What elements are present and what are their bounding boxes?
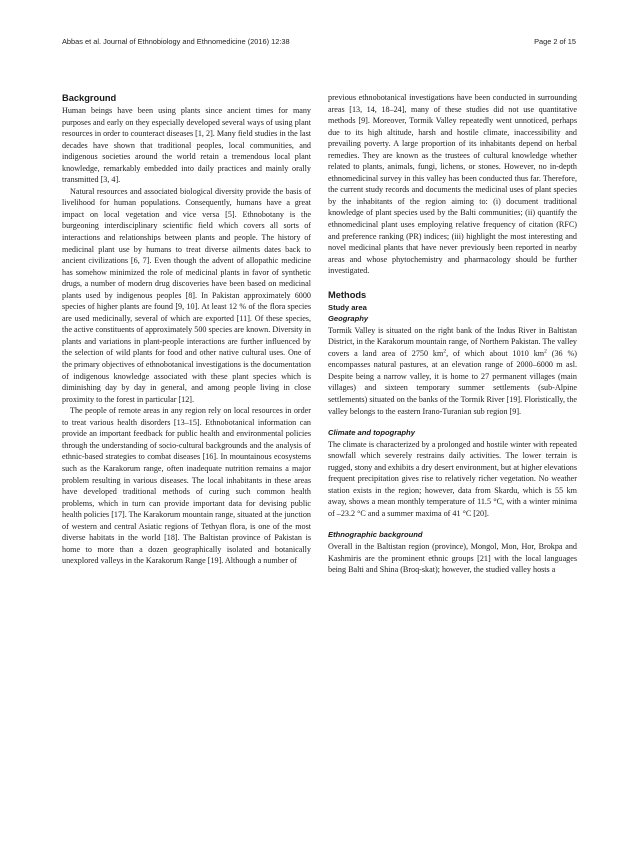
background-paragraph-2: Natural resources and associated biological diversity provide the basis of livelihood for human populations. Consequently, humans have a great impact on local vegetation and vice versa [5]. Ethnobotany is the burgeoning interdisciplinary scientific field which covers all sorts of interactions and relationships between plants and people. The history of medicinal plant use by humans to treat diverse ailments dates back to ancient civilizations [6, 7]. Even though the advent of allopathic medicine has somehow minimized the role of medicinal plants in favor of synthetic drugs, a number of modern drug discoveries have been based on medicinal plants used by indigenous peoples [8]. In Pakistan approximately 6000 species of higher plants are found [9, 10]. At least 12 % of the flora species are used medicinally, several of which are exported [11]. Of these species, the active constituents of approximately 500 species are known. Diversity in plants and variations in plant-people interactions are further influenced by the selection of wild plants for food and other native cultural uses. One of the primary objectives of ethnobotanical investigations is the documentation of indigenous knowledge associated with these plant species which is diminishing day by day in general, and among people living in close proximity to the forest in particular [12]. — [62, 186, 311, 404]
page-number: Page 2 of 15 — [534, 37, 576, 46]
climate-paragraph: The climate is characterized by a prolonged and hostile winter with repeated snowfall which severely restrains daily activities. The lower terrain is rugged, stony and exhibits a dry desert environment, but at higher elevations frequent precipitation gives rise to relatively richer vegetation. No weather station exists in the region; however, data from Skardu, which is 55 km away, shows a mean monthly temperature of 11.5 °C, with a winter minima of –23.2 °C and a summer maxima of 41 °C [20]. — [328, 439, 577, 518]
climate-heading: Climate and topography — [328, 428, 415, 438]
journal-citation: Abbas et al. Journal of Ethnobiology and Ethnomedicine (2016) 12:38 — [62, 37, 290, 46]
methods-heading: Methods — [328, 289, 367, 300]
right-column — [328, 92, 577, 576]
geography-paragraph: Tormik Valley is situated on the right bank of the Indus River in Baltistan District, in the Karakorum mountain range, of Northern Pakistan. The valley covers a land area of 2750 $km^2$, of which about 1010 $km^2$ (36 %) encompasses natural pastures, at an elevation range of 2000–6000 m asl. Despite being a narrow valley, it is home to 27 permanent villages (main villages) and sixteen temporary summer settlements (sub-Alpine settlements) situated on the banks of the Tormik River [19]. Floristically, the valley belongs to the eastern Irano-Turanian sub region [9]. — [328, 325, 577, 416]
study-area-heading: Study area — [328, 302, 367, 312]
ethnographic-paragraph: Overall in the Baltistan region (province), Mongol, Mon, Hor, Brokpa and Kashmiris are the prominent ethnic groups [21] with the local languages being Balti and Shina (Broq-skat); however, the studied valley hosts a — [328, 541, 577, 575]
background-paragraph-4: previous ethnobotanical investigations have been conducted in surrounding areas [13, 14, 18–24], many of these studies did not use quantitative methods [9]. Moreover, Tormik Valley repeatedly went unnoticed, perhaps due to its high altitude, harsh and hostile climate, inaccessibility and prevailing poverty. A large proportion of its inhabitants depend on herbal remedies. They are known as the trustees of cultural knowledge whether related to plants, animals, fungi, lichens, or stones. However, no in-depth ethnomedicinal survey in this valley has been conducted thus far. Therefore, the current study records and documents the medicinal uses of plant species by the inhabitants of the region aiming to: (i) document traditional knowledge of plant species used by the Balti communities; (ii) quantify the ethnomedicinal plant uses employing relative frequency of citation (RFC) and preference ranking (PR) indices; (iii) highlight the most interesting and novel medicinal plants that have never previously been reported in nearby areas and whose phytochemistry and pharmacology should be further investigated. — [328, 93, 577, 276]
background-heading: Background — [62, 93, 117, 103]
background-paragraph-3: The people of remote areas in any region rely on local resources in order to treat various health disorders [13–15]. Ethnobotanical information can provide an important feedback for public health and environmental policies through the understanding of socio-cultural backgrounds and the analysis of ethnic-based strategies to combat diseases [16]. In mountainous ecosystems such as the Karakorum range, often inadequate nutrition remains a major problem resulting in various diseases. The local inhabitants in these areas have developed traditional methods of curing such common health problems, which in turn can provide important data for devising public health policies [17]. The Karakorum mountain range, situated at the junction of western and central Asiatic regions of Tethyan flora, is one of the most diverse habitats in the world [18]. The Baltistan province of Pakistan is home to more than a dozen geographically isolated and botanically unexplored valleys in the Karakorum Range [19]. Although a number of — [62, 406, 311, 566]
ethnographic-heading: Ethnographic background — [328, 530, 423, 540]
background-paragraph-1: Human beings have been using plants since ancient times for many purposes and early on they especially developed several ways of using plant resources in order to counteract diseases [1, 2]. Many field studies in the last decades have shown that traditional peoples, local communities, and indigenous societies around the world retain a tremendous local plant knowledge, remarkably embedded into daily practices and mainly orally transmitted [3, 4]. — [62, 106, 311, 185]
geography-heading: Geography — [328, 314, 369, 324]
superscript: 2 — [443, 348, 447, 355]
left-column — [62, 92, 311, 567]
superscript: 2 — [544, 348, 547, 355]
